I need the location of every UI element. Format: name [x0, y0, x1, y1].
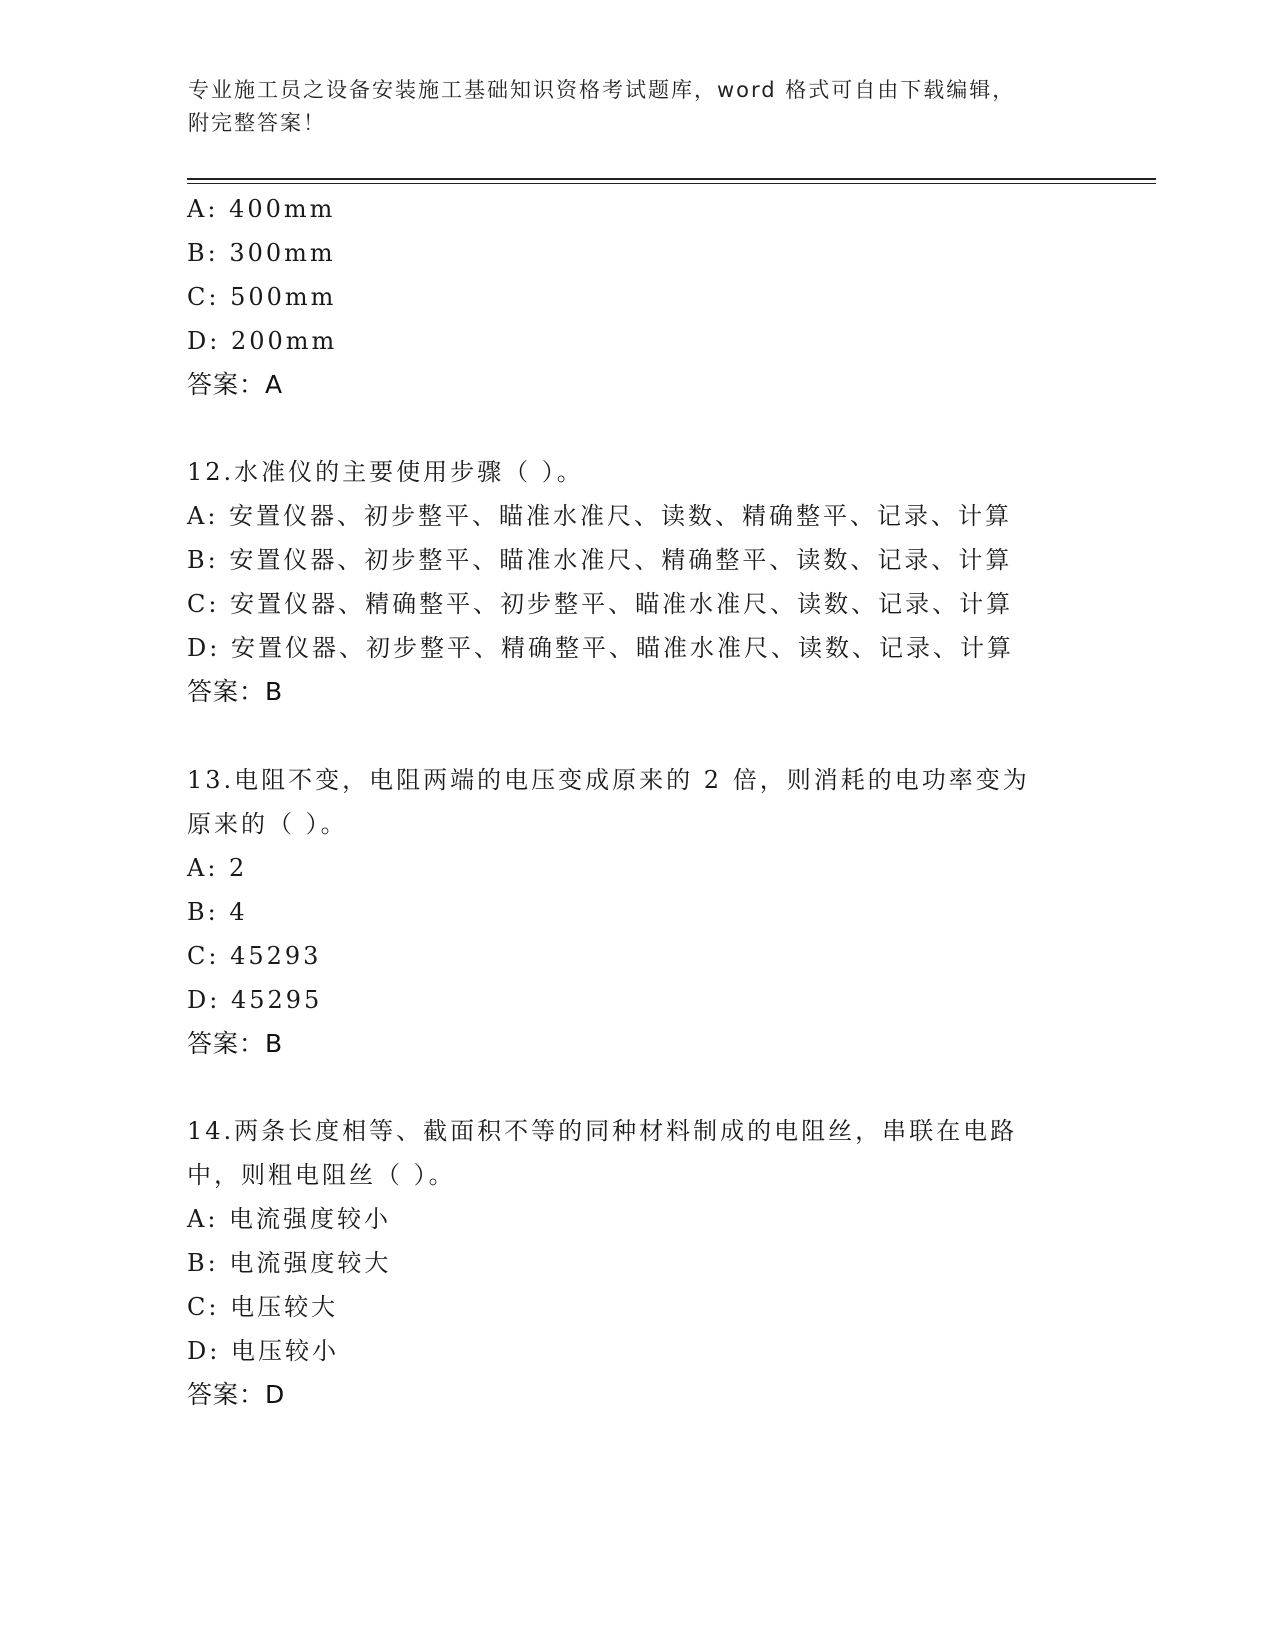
document-header — [188, 74, 1068, 140]
header-title-line-1: 专业施工员之设备安装施工基础知识资格考试题库，word 格式可自由下载编辑， — [188, 78, 1016, 102]
q11-answer: 答案：A — [187, 370, 284, 399]
q11-option-c: C: 500mm — [187, 283, 337, 311]
q14-option-a: A: 电流强度较小 — [187, 1205, 392, 1233]
q11-option-b: B: 300mm — [187, 239, 336, 267]
q12-answer: 答案：B — [187, 677, 284, 706]
q14-option-d: D: 电压较小 — [187, 1337, 339, 1365]
q11-option-a: A: 400mm — [187, 195, 336, 223]
q13-option-c: C: 45293 — [187, 942, 322, 970]
q13-option-d: D: 45295 — [187, 986, 323, 1014]
q13-option-b: B: 4 — [187, 898, 248, 926]
q14-question-line-1: 14.两条长度相等、截面积不等的同种材料制成的电阻丝，串联在电路 — [187, 1117, 1018, 1145]
header-title-line-2: 附完整答案！ — [188, 111, 326, 135]
q14-option-b: B: 电流强度较大 — [187, 1249, 392, 1277]
q11-option-d: D: 200mm — [187, 327, 338, 355]
q13-question-line-1: 13.电阻不变，电阻两端的电压变成原来的 2 倍，则消耗的电功率变为 — [187, 766, 1030, 794]
q12-option-a: A: 安置仪器、初步整平、瞄准水准尺、读数、精确整平、记录、计算 — [187, 502, 1013, 530]
q14-question-line-2: 中，则粗电阻丝（ ）。 — [187, 1161, 456, 1189]
q12-question: 12.水准仪的主要使用步骤（ ）。 — [187, 458, 584, 486]
q12-option-b: B: 安置仪器、初步整平、瞄准水准尺、精确整平、读数、记录、计算 — [187, 546, 1013, 574]
q13-answer: 答案：B — [187, 1029, 284, 1058]
q14-answer: 答案：D — [187, 1380, 286, 1409]
header-divider-thin — [187, 183, 1156, 184]
header-divider-thick — [187, 178, 1156, 180]
q13-option-a: A: 2 — [187, 854, 248, 882]
q12-option-d: D: 安置仪器、初步整平、精确整平、瞄准水准尺、读数、记录、计算 — [187, 634, 1014, 662]
q13-question-line-2: 原来的（ ）。 — [187, 810, 348, 838]
q12-option-c: C: 安置仪器、精确整平、初步整平、瞄准水准尺、读数、记录、计算 — [187, 590, 1014, 618]
q14-option-c: C: 电压较大 — [187, 1293, 339, 1321]
